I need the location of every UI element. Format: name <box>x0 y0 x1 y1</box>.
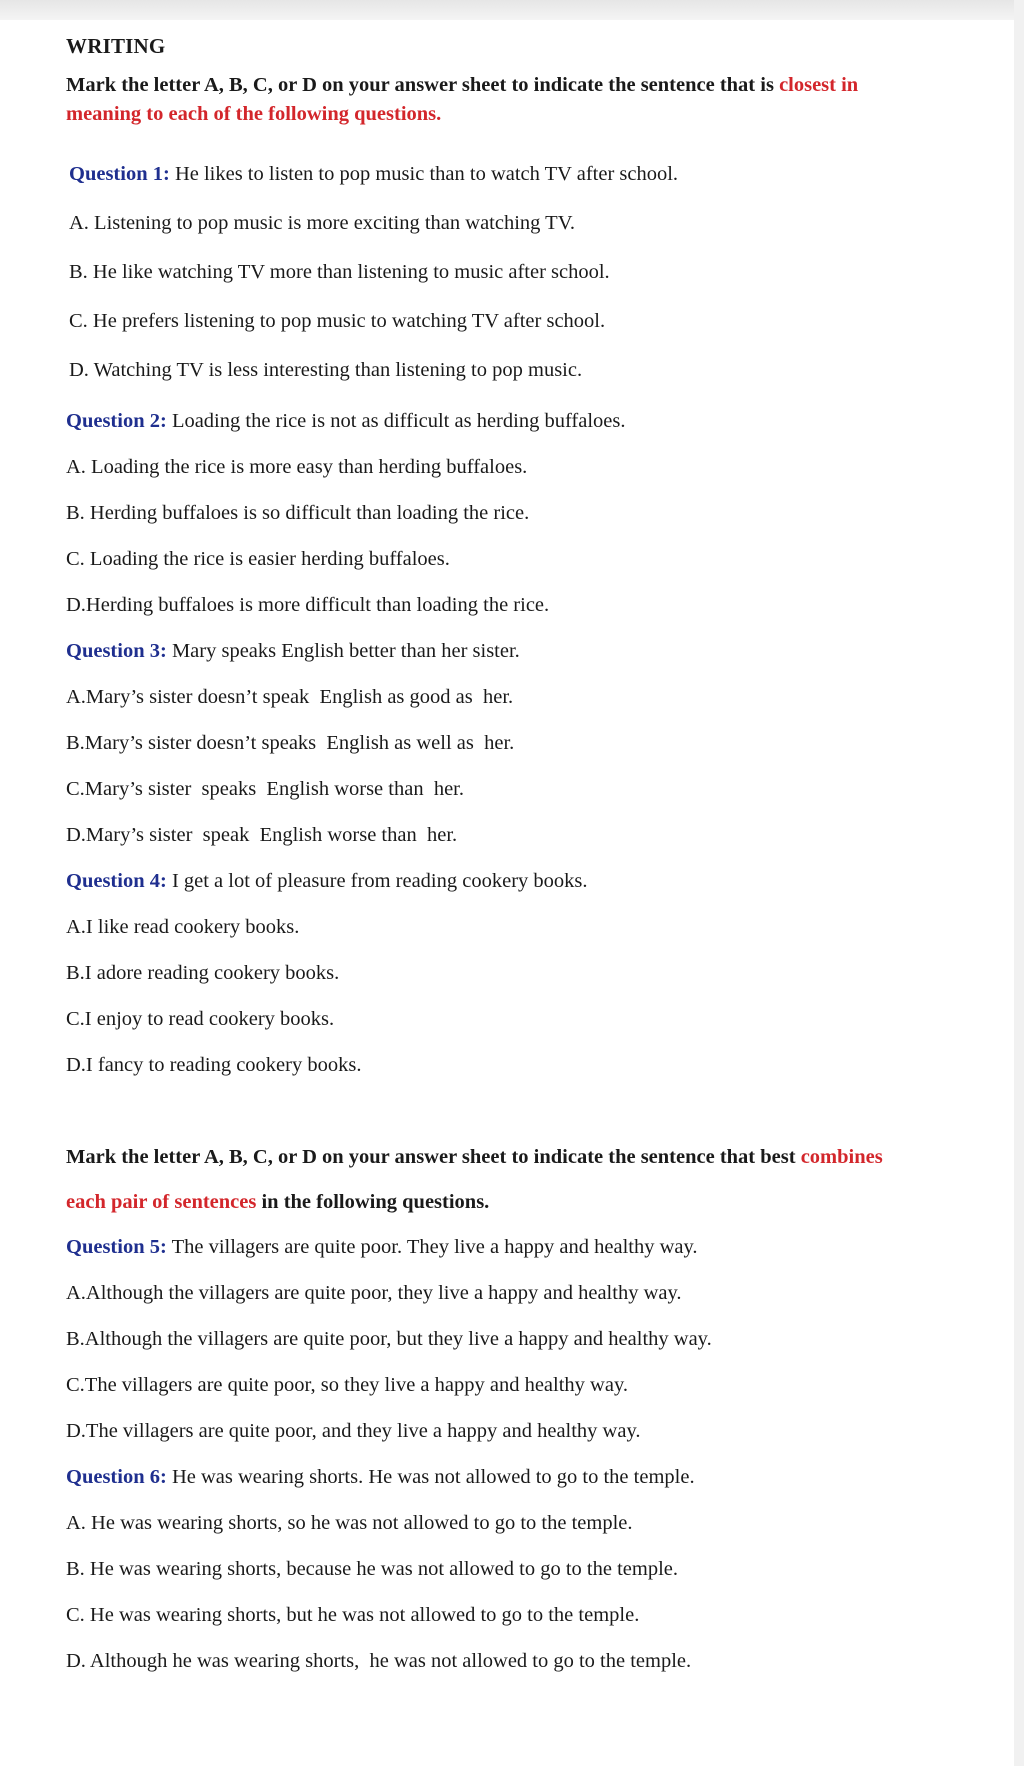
q6-option-b: B. He was wearing shorts, because he was not allowed to go to the temple. <box>66 1558 678 1580</box>
q1-option-b: B. He like watching TV more than listening to music after school. <box>69 261 610 283</box>
instruction-text: Mark the letter A, B, C, or D on your answer sheet to indicate the sentence that best <box>66 1146 801 1168</box>
question-label: Question 3: <box>66 640 167 662</box>
q6-option-d: D. Although he was wearing shorts, he was not allowed to go to the temple. <box>66 1650 692 1672</box>
q2-option-c: C. Loading the rice is easier herding buffaloes. <box>66 548 450 570</box>
q3-option-d: D.Mary’s sister speak English worse than her. <box>66 824 458 846</box>
q6-option-c: C. He was wearing shorts, but he was not allowed to go to the temple. <box>66 1604 640 1626</box>
question-1 <box>69 163 678 187</box>
instruction-text: in the following questions. <box>256 1191 490 1213</box>
q5-option-d: D.The villagers are quite poor, and they live a happy and healthy way. <box>66 1420 641 1442</box>
q1-option-c: C. He prefers listening to pop music to watching TV after school. <box>69 310 606 332</box>
q4-option-b: B.I adore reading cookery books. <box>66 962 340 984</box>
question-3 <box>66 640 520 664</box>
q3-option-c: C.Mary’s sister speaks English worse than her. <box>66 778 464 800</box>
section1-instruction-line1 <box>66 74 858 98</box>
question-text: I get a lot of pleasure from reading cookery books. <box>166 870 588 892</box>
question-label: Question 2: <box>66 410 167 432</box>
page-title: WRITING <box>66 34 166 58</box>
question-2 <box>66 410 625 434</box>
q3-option-b: B.Mary’s sister doesn’t speaks English as well as her. <box>66 732 515 754</box>
q5-option-c: C.The villagers are quite poor, so they live a happy and healthy way. <box>66 1374 628 1396</box>
q2-option-d: D.Herding buffaloes is more difficult than loading the rice. <box>66 594 550 616</box>
q4-option-a: A.I like read cookery books. <box>66 916 300 938</box>
section1-instruction-line2: meaning to each of the following questions. <box>66 103 442 125</box>
q5-option-a: A.Although the villagers are quite poor, they live a happy and healthy way. <box>66 1282 682 1304</box>
q6-option-a: A. He was wearing shorts, so he was not allowed to go to the temple. <box>66 1512 633 1534</box>
question-text: He likes to listen to pop music than to watch TV after school. <box>169 163 679 185</box>
question-4 <box>66 870 588 894</box>
question-6 <box>66 1466 695 1490</box>
q4-option-d: D.I fancy to reading cookery books. <box>66 1054 362 1076</box>
question-label: Question 1: <box>69 163 170 185</box>
question-text: Loading the rice is not as difficult as herding buffaloes. <box>166 410 626 432</box>
instruction-highlight: combines <box>800 1146 883 1168</box>
instruction-text: Mark the letter A, B, C, or D on your answer sheet to indicate the sentence that is <box>66 74 780 96</box>
section2-instruction-line2 <box>66 1191 489 1215</box>
question-text: Mary speaks English better than her sister. <box>166 640 520 662</box>
question-5 <box>66 1236 698 1260</box>
q1-option-a: A. Listening to pop music is more exciting than watching TV. <box>69 212 575 234</box>
question-label: Question 6: <box>66 1466 167 1488</box>
q4-option-c: C.I enjoy to read cookery books. <box>66 1008 335 1030</box>
question-text: The villagers are quite poor. They live a happy and healthy way. <box>166 1236 698 1258</box>
instruction-highlight: each pair of sentences <box>66 1191 257 1213</box>
q1-option-d: D. Watching TV is less interesting than listening to pop music. <box>69 359 583 381</box>
question-label: Question 5: <box>66 1236 167 1258</box>
q2-option-a: A. Loading the rice is more easy than herding buffaloes. <box>66 456 528 478</box>
q5-option-b: B.Although the villagers are quite poor, but they live a happy and healthy way. <box>66 1328 712 1350</box>
question-text: He was wearing shorts. He was not allowed to go to the temple. <box>166 1466 695 1488</box>
question-label: Question 4: <box>66 870 167 892</box>
section2-instruction-line1 <box>66 1146 883 1170</box>
scroll-edge <box>1014 0 1024 1766</box>
q2-option-b: B. Herding buffaloes is so difficult than loading the rice. <box>66 502 530 524</box>
q3-option-a: A.Mary’s sister doesn’t speak English as good as her. <box>66 686 514 708</box>
instruction-highlight: closest in <box>779 74 859 96</box>
